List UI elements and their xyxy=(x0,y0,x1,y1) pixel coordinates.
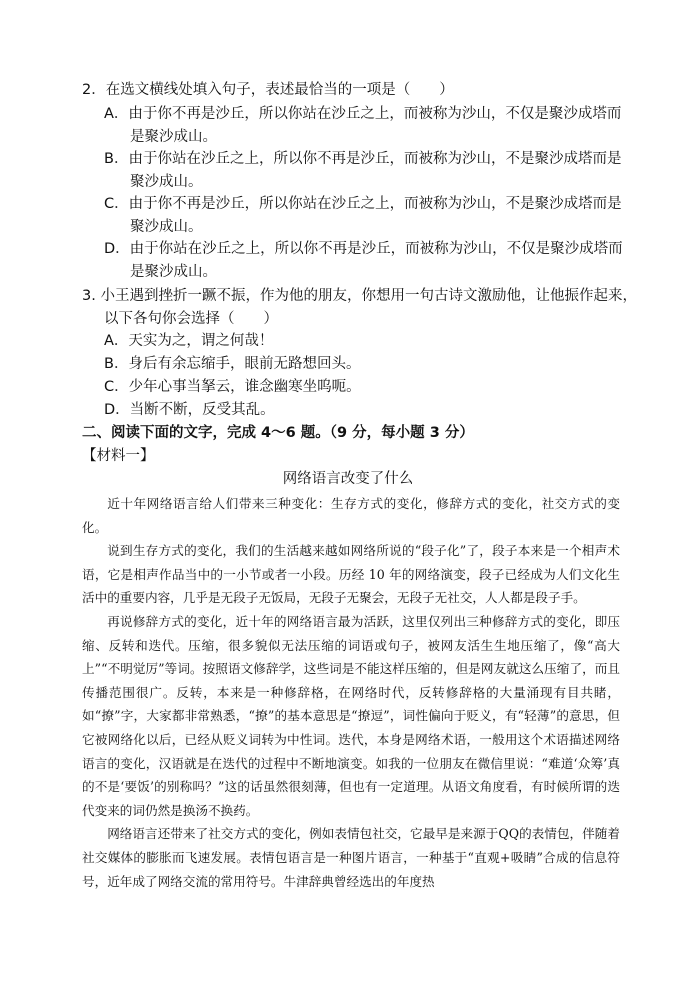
q3-option-a: A．天实为之，谓之何哉！ xyxy=(104,333,274,349)
question-3-stem-line1: 3. 小王遇到挫折一蹶不振，作为他的朋友，你想用一句古诗文激励他，让他振作起来， xyxy=(82,288,637,304)
q2-option-a-line2: 是聚沙成山。 xyxy=(130,129,217,145)
article-title: 网络语言改变了什么 xyxy=(282,471,414,487)
q2-option-d-line1: D．由于你站在沙丘之上，所以你不再是沙丘，而被称为沙山，不仅是聚沙成塔而 xyxy=(104,241,623,257)
section-2-heading: 二、阅读下面的文字，完成 4～6 题。（9 分，每小题 3 分） xyxy=(82,425,474,441)
article-paragraph-1: 近十年网络语言给人们带来三种变化：生存方式的变化，修辞方式的变化，社交方式的变化。 xyxy=(82,496,620,535)
q2-option-b-line1: B．由于你站在沙丘之上，所以你不再是沙丘，而被称为沙山，不是聚沙成塔而是 xyxy=(104,151,622,167)
q2-option-c-line2: 聚沙成山。 xyxy=(130,219,203,235)
article-paragraph-4: 网络语言还带来了社交方式的变化，例如表情包社交，它最早是来源于QQ的表情包，伴随着社交媒体的膨胀而飞速发展。表情包语言是一种图片语言，一种基于“直观+吸睛”合成的信息符号，近年成了网络交流的常用符号。牛津辞典曾经选出的年度热 xyxy=(82,826,620,889)
article-paragraph-3: 再说修辞方式的变化，近十年的网络语言最为活跃，这里仅列出三种修辞方式的变化，即压缩、反转和迭代。压缩，很多貌似无法压缩的词语或句子，被网友活生生地压缩了，像“高大上”“不明觉厉”等词。按照语文修辞学，这些词是不能这样压缩的，但是网友就这么压缩了，而且传播范围很广。反转，本来是一种修辞格，在网络时代，反转修辞格的大量涌现有目共睹，如“撩”字，大家都非常熟悉，“撩”的基本意思是“撩逗”，词性偏向于贬义，有“轻薄”的意思，但它被网络化以后，已经从贬义词转为中性词。迭代，本身是网络术语，一般用这个术语描述网络语言的变化，汉语就是在迭代的过程中不断地演变。如我的一位朋友在微信里说：“难道‘众筹’真的不是‘要饭’的别称吗？”这的话虽然很刻薄，但也有一定道理。从语文角度看，有时候所谓的迭代变来的词仍然是换汤不换药。 xyxy=(82,613,620,818)
q2-option-b-line2: 聚沙成山。 xyxy=(130,174,203,190)
q3-option-c: C．少年心事当拏云，谁念幽寒坐呜呃。 xyxy=(104,379,361,395)
material-label: 【材料一】 xyxy=(82,448,155,464)
question-2-stem: 2．在选文横线处填入句子，表述最恰当的一项是（ ） xyxy=(82,82,454,98)
q2-option-a-line1: A．由于你不再是沙丘，所以你站在沙丘之上，而被称为沙山，不仅是聚沙成塔而 xyxy=(104,106,622,122)
article-paragraph-2: 说到生存方式的变化，我们的生活越来越如网络所说的“段子化”了，段子本来是一个相声术语，它是相声作品当中的一小节或者一小段。历经 10 年的网络演变，段子已经成为人们文化生活中的重要内容，几乎是无段子无饭局，无段子无聚会，无段子无社交，人人都是段子手。 xyxy=(82,543,620,606)
q2-option-c-line1: C．由于你不再是沙丘，所以你站在沙丘之上，而被称为沙山，不是聚沙成塔而是 xyxy=(104,196,622,212)
q3-option-d: D．当断不断，反受其乱。 xyxy=(104,402,275,418)
q3-option-b: B．身后有余忘缩手，眼前无路想回头。 xyxy=(104,356,361,372)
question-3-stem-line2: 以下各句你会选择（ ） xyxy=(104,311,278,327)
q2-option-d-line2: 是聚沙成山。 xyxy=(130,264,217,280)
article-body xyxy=(82,492,620,893)
